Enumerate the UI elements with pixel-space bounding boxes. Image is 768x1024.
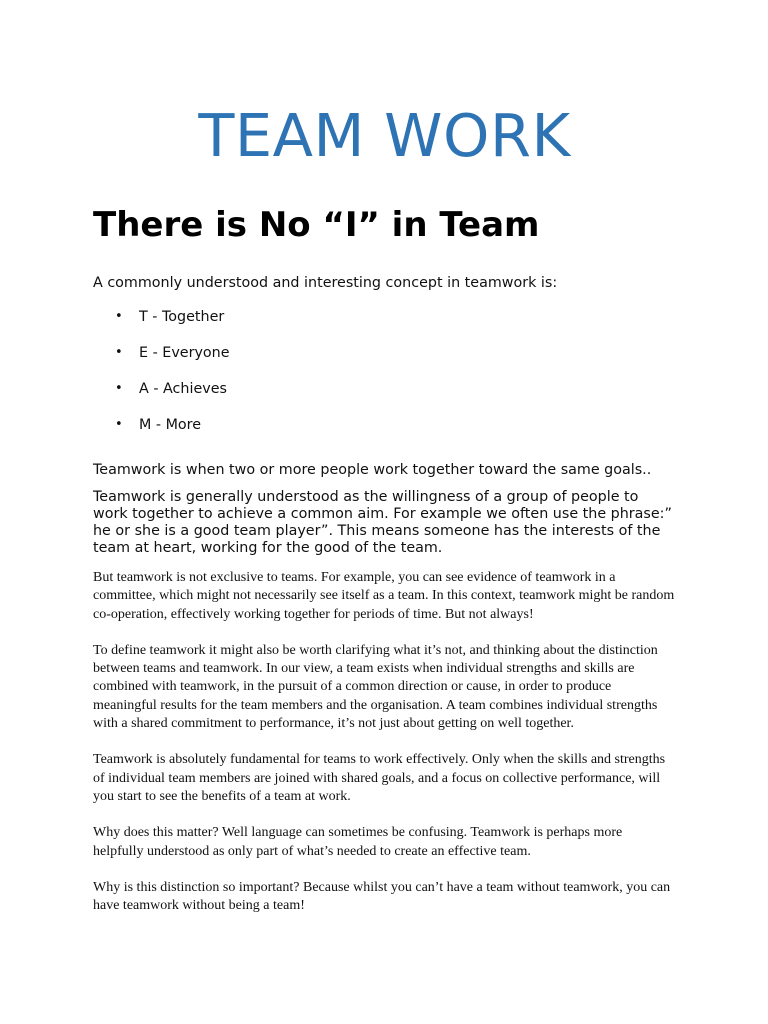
bullet-icon: •: [115, 417, 123, 432]
bullet-icon: •: [115, 345, 123, 360]
list-item-text: M - More: [139, 417, 202, 433]
intro-paragraph: A commonly understood and interesting concept in teamwork is:: [93, 275, 558, 291]
body-paragraph: But teamwork is not exclusive to teams. For example, you can see evidence of teamwork in a committee, which might not necessarily see itself as a team. In this context, teamwork might be random co-operation, effectively working together for periods of time. But not always!: [93, 570, 675, 622]
body-paragraph: Why does this matter? Well language can sometimes be confusing. Teamwork is perhaps more helpfully understood as only part of what’s needed to create an effective team.: [93, 825, 623, 859]
document-subtitle: There is No “I” in Team: [93, 205, 540, 245]
bullet-icon: •: [115, 381, 123, 396]
list-item: [115, 416, 676, 452]
document-title: TEAM WORK: [198, 101, 571, 170]
list-item: [115, 380, 676, 416]
bullet-icon: •: [115, 309, 123, 324]
list-item-text: T - Together: [139, 309, 225, 325]
list-item: [115, 308, 676, 344]
list-item-text: E - Everyone: [139, 345, 230, 361]
list-item-text: A - Achieves: [139, 381, 227, 397]
body-paragraph: Teamwork is generally understood as the willingness of a group of people to work together to achieve a common aim. For example we often use the phrase:” he or she is a good team player”. This means someone has the interests of the team at heart, working for the good of the team.: [93, 489, 672, 556]
body-paragraph: Teamwork is absolutely fundamental for teams to work effectively. Only when the skills and strengths of individual team members are joined with shared goals, and a focus on collective performance, will you start to see the benefits of a team at work.: [93, 752, 666, 804]
body-paragraph: Why is this distinction so important? Because whilst you can’t have a team without teamwork, you can have teamwork without being a team!: [93, 879, 671, 914]
body-paragraph: Teamwork is when two or more people work together toward the same goals..: [93, 462, 652, 478]
list-item: [115, 344, 676, 380]
body-paragraph: To define teamwork it might also be worth clarifying what it’s not, and thinking about the distinction between teams and teamwork. In our view, a team exists when individual strengths and skills are combined with teamwork, in the pursuit of a common direction or cause, in order to produce meaningful results for the team members and the organisation. A team combines individual strengths with a shared commitment to performance, it’s not just about getting on well together.: [93, 642, 658, 732]
acronym-list: [93, 308, 676, 452]
